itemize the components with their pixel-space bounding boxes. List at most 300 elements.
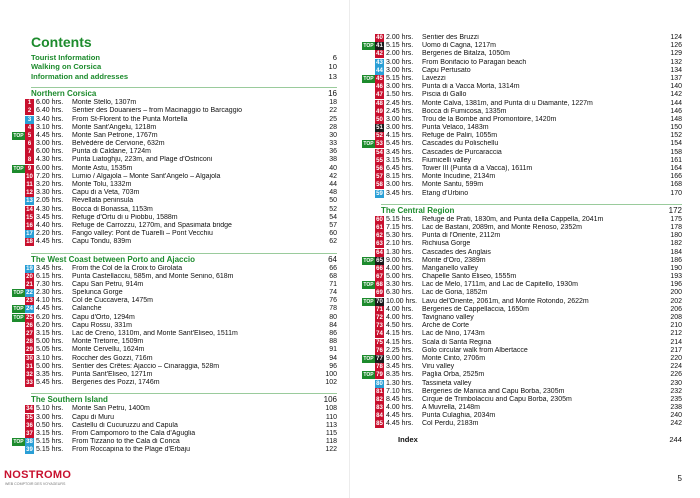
walk-row[interactable] bbox=[12, 289, 337, 297]
walk-duration: 9.00 hrs. bbox=[386, 256, 414, 264]
walk-number-badge: 73 bbox=[376, 323, 383, 330]
top-badge: TOP bbox=[13, 439, 24, 446]
walk-duration: 6.00 hrs. bbox=[36, 148, 64, 156]
walk-title: Capu di a Veta, 703m bbox=[72, 189, 140, 197]
walk-number-badge: 84 bbox=[376, 413, 383, 420]
walk-duration: 2.00 hrs. bbox=[386, 34, 414, 41]
walk-row[interactable] bbox=[12, 230, 337, 238]
walk-row[interactable] bbox=[12, 99, 337, 107]
walk-title: Monte Cervellu, 1624m bbox=[72, 346, 145, 354]
walk-page: 214 bbox=[670, 338, 682, 346]
walk-page: 212 bbox=[670, 330, 682, 338]
walk-row[interactable] bbox=[12, 140, 337, 148]
walk-page: 161 bbox=[670, 156, 682, 164]
walk-page: 148 bbox=[670, 115, 682, 123]
walk-row[interactable] bbox=[362, 108, 682, 116]
walk-row[interactable] bbox=[362, 190, 682, 198]
walk-row[interactable] bbox=[362, 257, 682, 265]
walk-number-badge: 81 bbox=[376, 388, 383, 395]
walk-row[interactable] bbox=[12, 107, 337, 115]
walk-number-badge: 31 bbox=[26, 363, 33, 370]
walk-title: Punta Liatoghju, 223m, and Plage d'Ostriconi bbox=[72, 156, 213, 164]
walk-page: 28 bbox=[329, 123, 337, 131]
walk-title: Lavu del'Oriente, 2061m, and Monte Rotondo, 2622m bbox=[422, 297, 589, 305]
walk-row[interactable] bbox=[362, 420, 682, 428]
walk-duration: 4.30 hrs. bbox=[36, 205, 64, 213]
walk-row[interactable] bbox=[362, 116, 682, 124]
walk-title: From St-Florent to the Punta Mortella bbox=[72, 115, 188, 123]
walk-title: Bocca di Fumicosa, 1335m bbox=[422, 107, 507, 115]
walk-number-badge: 18 bbox=[26, 239, 33, 246]
walk-number-badge: 43 bbox=[376, 59, 383, 66]
walk-page: 152 bbox=[670, 132, 682, 140]
walk-row[interactable] bbox=[12, 173, 337, 181]
walk-title: Refuge d'Ortu di u Piobbu, 1588m bbox=[72, 213, 178, 221]
walk-page: 182 bbox=[670, 240, 682, 248]
walk-page: 126 bbox=[670, 42, 682, 50]
walk-row[interactable] bbox=[12, 148, 337, 156]
walk-row[interactable] bbox=[362, 265, 682, 273]
walk-duration: 6.30 hrs. bbox=[386, 289, 414, 297]
walk-row[interactable] bbox=[12, 297, 337, 305]
walk-row[interactable] bbox=[362, 404, 682, 412]
walk-duration: 4.10 hrs. bbox=[36, 297, 64, 305]
walk-row[interactable] bbox=[362, 100, 682, 108]
walk-row[interactable] bbox=[12, 338, 337, 346]
walk-page: 22 bbox=[329, 107, 337, 115]
walk-row[interactable] bbox=[12, 281, 337, 289]
walk-number-badge: 13 bbox=[26, 198, 33, 205]
walk-title: Paglia Orba, 2525m bbox=[422, 371, 485, 379]
walk-page: 115 bbox=[325, 429, 337, 437]
walk-row[interactable] bbox=[362, 281, 682, 289]
walk-number-badge: 29 bbox=[26, 347, 33, 354]
walk-duration: 3.15 hrs. bbox=[36, 330, 64, 338]
walk-duration: 4.45 hrs. bbox=[36, 305, 64, 313]
walk-row[interactable] bbox=[362, 380, 682, 388]
intro-entry[interactable] bbox=[31, 53, 337, 62]
walk-row[interactable] bbox=[362, 306, 682, 314]
walk-row[interactable] bbox=[12, 405, 337, 413]
walk-title: From Campomoro to the Cala d'Aguglia bbox=[72, 429, 196, 437]
walk-duration: 3.00 hrs. bbox=[386, 124, 414, 132]
walk-page: 196 bbox=[670, 281, 682, 289]
walk-duration: 5.45 hrs. bbox=[36, 379, 64, 387]
walk-row[interactable] bbox=[362, 216, 682, 224]
walk-row[interactable] bbox=[12, 132, 337, 140]
walk-row[interactable] bbox=[362, 157, 682, 165]
walk-page: 154 bbox=[670, 140, 682, 148]
walk-page: 206 bbox=[670, 305, 682, 313]
walk-title: Lac de Creno, 1310m, and Monte Sant'Eliseo, 1511m bbox=[72, 330, 238, 338]
walk-duration: 7.20 hrs. bbox=[36, 172, 64, 180]
walk-page: 200 bbox=[670, 289, 682, 297]
walk-title: Trou de la Bombe and Promontoire, 1420m bbox=[422, 115, 557, 123]
walk-page: 102 bbox=[325, 379, 337, 387]
walk-title: Monte Incudine, 2134m bbox=[422, 173, 496, 181]
walk-title: Belvédère de Cervione, 632m bbox=[72, 140, 165, 148]
walk-duration: 0.50 hrs. bbox=[36, 421, 64, 429]
walk-page: 164 bbox=[670, 165, 682, 172]
index-label: Index bbox=[398, 434, 418, 444]
walk-duration: 6.20 hrs. bbox=[36, 313, 64, 321]
walk-row[interactable] bbox=[362, 298, 682, 306]
intro-entry[interactable] bbox=[31, 62, 337, 71]
walk-number-badge: 28 bbox=[26, 339, 33, 346]
section-title: The Southern Island bbox=[31, 395, 108, 405]
walk-page: 175 bbox=[670, 215, 682, 223]
walk-page: 44 bbox=[329, 181, 337, 189]
walk-duration: 4.50 hrs. bbox=[386, 322, 414, 330]
walk-row[interactable] bbox=[362, 173, 682, 181]
walk-number-badge: 53 bbox=[376, 141, 383, 148]
walk-row[interactable] bbox=[362, 396, 682, 404]
walk-page: 146 bbox=[670, 107, 682, 115]
walk-duration: 3.20 hrs. bbox=[36, 181, 64, 189]
walk-duration: 5.15 hrs. bbox=[36, 438, 64, 446]
intro-label: Tourist Information bbox=[31, 53, 101, 62]
walk-title: Monte San Petru, 1400m bbox=[72, 405, 150, 413]
walk-page: 186 bbox=[670, 256, 682, 264]
walk-page: 88 bbox=[329, 338, 337, 346]
walk-title: Sentier des Douaniers – from Macinaggio to Barcaggio bbox=[72, 107, 243, 115]
index-entry[interactable] bbox=[386, 435, 682, 445]
walk-page: 38 bbox=[329, 156, 337, 164]
walk-duration: 3.00 hrs. bbox=[386, 115, 414, 123]
walk-row[interactable] bbox=[12, 422, 337, 430]
walk-number-badge: 60 bbox=[376, 216, 383, 223]
walk-duration: 1.30 hrs. bbox=[386, 248, 414, 256]
walk-row[interactable] bbox=[362, 314, 682, 322]
walk-page: 232 bbox=[670, 387, 682, 395]
walk-row[interactable] bbox=[12, 446, 337, 454]
walk-number-badge: 42 bbox=[376, 51, 383, 58]
walk-row[interactable] bbox=[12, 189, 337, 197]
walk-title: Richiusa Gorge bbox=[422, 240, 471, 248]
right-sections bbox=[362, 204, 682, 429]
walk-page: 134 bbox=[670, 66, 682, 74]
top-badge: TOP bbox=[363, 282, 374, 289]
walk-number-badge: 66 bbox=[376, 265, 383, 272]
walk-row[interactable] bbox=[362, 59, 682, 67]
walk-row[interactable] bbox=[362, 240, 682, 248]
walk-page: 137 bbox=[670, 74, 682, 82]
intro-label: Information and addresses bbox=[31, 71, 129, 81]
walk-duration: 1.50 hrs. bbox=[386, 91, 414, 99]
walk-title: Fango valley: Pont de Tuarelli – Pont Vecchiu bbox=[72, 230, 213, 238]
walk-title: Lac de Bastani, 2089m, and Monte Renoso, 2352m bbox=[422, 223, 582, 231]
walk-page: 202 bbox=[670, 297, 682, 305]
walk-page: 76 bbox=[329, 297, 337, 305]
walk-duration: 2.10 hrs. bbox=[386, 240, 414, 248]
walk-row[interactable] bbox=[12, 371, 337, 379]
walk-page: 52 bbox=[329, 205, 337, 213]
walk-row[interactable] bbox=[12, 197, 337, 205]
walk-duration: 8.35 hrs. bbox=[386, 371, 414, 379]
walk-row[interactable] bbox=[12, 355, 337, 363]
walk-duration: 4.40 hrs. bbox=[36, 221, 64, 229]
walk-row[interactable] bbox=[12, 238, 337, 246]
walk-number-badge: 59 bbox=[376, 190, 383, 197]
walk-title: Lac de Goria, 1852m bbox=[422, 289, 488, 297]
walk-row[interactable] bbox=[362, 181, 682, 189]
walk-row[interactable] bbox=[12, 265, 337, 273]
walk-row[interactable] bbox=[12, 430, 337, 438]
intro-page: 13 bbox=[328, 71, 337, 81]
section-header[interactable] bbox=[31, 393, 337, 405]
walk-duration: 6.00 hrs. bbox=[36, 99, 64, 107]
walk-duration: 6.45 hrs. bbox=[386, 165, 414, 172]
walk-number-badge: 12 bbox=[26, 190, 33, 197]
walk-title: Capu Tondu, 839m bbox=[72, 238, 132, 246]
walk-page: 168 bbox=[670, 181, 682, 189]
walk-row[interactable] bbox=[12, 124, 337, 132]
walk-row[interactable] bbox=[362, 67, 682, 75]
walk-row[interactable] bbox=[362, 339, 682, 347]
walk-title: Manganello valley bbox=[422, 264, 479, 272]
walk-page: 54 bbox=[329, 213, 337, 221]
walk-row[interactable] bbox=[362, 83, 682, 91]
section-header[interactable] bbox=[31, 87, 337, 99]
left-sections bbox=[12, 87, 337, 454]
walk-page: 132 bbox=[670, 58, 682, 66]
walk-page: 124 bbox=[670, 34, 682, 41]
walk-duration: 2.00 hrs. bbox=[386, 50, 414, 58]
walk-title: Monte Stello, 1307m bbox=[72, 99, 137, 107]
walk-page: 224 bbox=[670, 363, 682, 371]
walk-number-badge: 48 bbox=[376, 100, 383, 107]
walk-page: 122 bbox=[325, 446, 337, 454]
intro-entry[interactable] bbox=[31, 72, 337, 81]
walk-duration: 3.30 hrs. bbox=[36, 189, 64, 197]
walk-title: Monte San Petrone, 1767m bbox=[72, 131, 158, 139]
section-page: 172 bbox=[668, 205, 682, 215]
walk-title: Lac de Nino, 1743m bbox=[422, 330, 485, 338]
page-number: 5 bbox=[677, 474, 682, 483]
walk-page: 178 bbox=[670, 223, 682, 231]
walk-number-badge: 72 bbox=[376, 315, 383, 321]
walk-duration: 3.35 hrs. bbox=[36, 370, 64, 378]
top-badge: TOP bbox=[363, 298, 374, 305]
walk-number-badge: 11 bbox=[26, 182, 33, 189]
walk-number-badge: 7 bbox=[25, 148, 34, 156]
walk-title: Chapelle Santo Eliseo, 1555m bbox=[422, 273, 517, 281]
walk-page: 180 bbox=[670, 232, 682, 240]
top-badge: TOP bbox=[363, 43, 374, 50]
walk-row[interactable] bbox=[362, 91, 682, 99]
walk-row[interactable] bbox=[362, 289, 682, 297]
walk-page: 140 bbox=[670, 83, 682, 91]
intro-page: 6 bbox=[332, 53, 337, 62]
walk-page: 217 bbox=[670, 346, 682, 354]
walk-title: A Muvrella, 2148m bbox=[422, 404, 480, 412]
walk-row[interactable] bbox=[12, 116, 337, 124]
walk-row[interactable] bbox=[362, 50, 682, 58]
walk-number-badge: 75 bbox=[376, 339, 383, 346]
walk-title: Punta Sant'Eliseo, 1271m bbox=[72, 370, 153, 378]
walk-number-badge: 61 bbox=[376, 224, 383, 231]
walk-title: Bergeries de Bitalza, 1050m bbox=[422, 50, 510, 58]
walk-title: From Tizzano to the Cala di Conca bbox=[72, 438, 180, 446]
walk-duration: 4.45 hrs. bbox=[36, 131, 64, 139]
walk-title: Viru valley bbox=[422, 363, 455, 371]
walk-row[interactable] bbox=[12, 273, 337, 281]
walk-title: Sentier des Crêtes: Ajaccio – Cinaraggia, 528m bbox=[72, 362, 220, 370]
section-header[interactable] bbox=[31, 253, 337, 265]
walk-page: 86 bbox=[329, 330, 337, 338]
walk-duration: 4.45 hrs. bbox=[386, 412, 414, 420]
walk-row[interactable] bbox=[362, 330, 682, 338]
walk-title: Punta Culaghia, 2034m bbox=[422, 412, 496, 420]
walk-row[interactable] bbox=[362, 355, 682, 363]
walk-row[interactable] bbox=[12, 214, 337, 222]
walk-row[interactable] bbox=[362, 347, 682, 355]
walk-page: 48 bbox=[329, 189, 337, 197]
walk-number-badge: 44 bbox=[376, 67, 383, 74]
walk-page: 150 bbox=[670, 124, 682, 132]
walk-number-badge: 52 bbox=[376, 133, 383, 140]
walk-title: Monte d'Oro, 2389m bbox=[422, 256, 486, 264]
walk-page: 108 bbox=[325, 405, 337, 413]
nostromo-logo bbox=[4, 469, 78, 493]
walk-duration: 5.15 hrs. bbox=[36, 446, 64, 454]
walk-row[interactable] bbox=[362, 42, 682, 50]
walk-duration: 2.30 hrs. bbox=[36, 289, 64, 297]
walk-number-badge: 40 bbox=[376, 35, 383, 41]
walk-row[interactable] bbox=[12, 379, 337, 387]
walk-number-badge: 74 bbox=[376, 331, 383, 338]
walk-title: Bocca di Bonassa, 1153m bbox=[72, 205, 153, 213]
walk-title: Refuge de Paliri, 1055m bbox=[422, 132, 498, 140]
walk-number-badge: 22 bbox=[26, 290, 33, 297]
walk-page: 158 bbox=[670, 148, 682, 156]
walk-duration: 5.15 hrs. bbox=[386, 42, 414, 50]
walk-row[interactable] bbox=[12, 346, 337, 354]
walk-row[interactable] bbox=[362, 371, 682, 379]
walk-number-badge: 47 bbox=[376, 92, 383, 99]
walk-duration: 3.30 hrs. bbox=[386, 281, 414, 289]
walk-duration: 7.15 hrs. bbox=[386, 223, 414, 231]
walk-page: 193 bbox=[670, 273, 682, 281]
walk-duration: 2.20 hrs. bbox=[36, 230, 64, 238]
walk-row[interactable] bbox=[362, 232, 682, 240]
walk-number-badge: 8 bbox=[25, 156, 34, 164]
walk-row[interactable] bbox=[362, 149, 682, 157]
walk-row[interactable] bbox=[362, 273, 682, 281]
walk-title: Uomo di Cagna, 1217m bbox=[422, 42, 496, 50]
intro-list bbox=[12, 53, 337, 81]
walk-row[interactable] bbox=[12, 363, 337, 371]
walk-title: Scala di Santa Regina bbox=[422, 338, 492, 346]
walk-row[interactable] bbox=[362, 165, 682, 173]
walk-duration: 9.00 hrs. bbox=[386, 354, 414, 362]
walk-row[interactable] bbox=[362, 388, 682, 396]
walk-row[interactable] bbox=[12, 438, 337, 446]
walk-row[interactable] bbox=[12, 206, 337, 214]
walk-row[interactable] bbox=[362, 124, 682, 132]
walk-duration: 2.25 hrs. bbox=[386, 346, 414, 354]
walk-row[interactable] bbox=[362, 249, 682, 257]
walk-row[interactable] bbox=[362, 132, 682, 140]
walk-title: Capu San Petru, 914m bbox=[72, 280, 144, 288]
walk-page: 78 bbox=[329, 305, 337, 313]
walk-number-badge: 6 bbox=[25, 140, 34, 148]
walk-row[interactable] bbox=[362, 140, 682, 148]
walk-page: 208 bbox=[670, 314, 682, 321]
walk-page: 240 bbox=[670, 412, 682, 420]
top-badge: TOP bbox=[13, 314, 24, 321]
walk-title: Cascades du Polischellu bbox=[422, 140, 499, 148]
walk-row[interactable] bbox=[12, 156, 337, 164]
walk-number-badge: 37 bbox=[26, 430, 33, 437]
walk-title: Tower III (Punta di a Vacca), 1611m bbox=[422, 165, 533, 172]
walk-title: Fiumicelli valley bbox=[422, 156, 472, 164]
walk-title: Roccher des Gozzi, 716m bbox=[72, 354, 153, 362]
walk-row[interactable] bbox=[362, 75, 682, 83]
walk-number-badge: 16 bbox=[26, 222, 33, 229]
walk-title: Calanche bbox=[72, 305, 102, 313]
walk-duration: 4.45 hrs. bbox=[36, 238, 64, 246]
walk-row[interactable] bbox=[12, 305, 337, 313]
walk-number-badge: 24 bbox=[26, 306, 33, 313]
walk-duration: 4.15 hrs. bbox=[386, 338, 414, 346]
walk-title: From Bonifacio to Paragan beach bbox=[422, 58, 527, 66]
walk-row[interactable] bbox=[362, 322, 682, 330]
walk-row[interactable] bbox=[12, 322, 337, 330]
walk-title: Lavezzi bbox=[422, 74, 446, 82]
walk-number-badge: 49 bbox=[376, 108, 383, 115]
walk-number-badge: 14 bbox=[26, 206, 33, 213]
section-header[interactable] bbox=[381, 204, 682, 216]
walk-row[interactable] bbox=[12, 314, 337, 322]
walk-title: Revellata peninsula bbox=[72, 197, 134, 205]
walk-duration: 3.15 hrs. bbox=[36, 429, 64, 437]
walk-row[interactable] bbox=[12, 165, 337, 173]
top-badge: TOP bbox=[13, 306, 24, 313]
walk-title: Capu Rossu, 331m bbox=[72, 321, 132, 329]
walk-title: Cascades des Anglais bbox=[422, 248, 491, 256]
walk-number-badge: 64 bbox=[376, 249, 383, 256]
walk-row[interactable] bbox=[362, 412, 682, 420]
walk-row[interactable] bbox=[12, 414, 337, 422]
walk-duration: 3.45 hrs. bbox=[386, 363, 414, 371]
walk-number-badge: 15 bbox=[26, 214, 33, 221]
walk-number-badge: 50 bbox=[376, 116, 383, 123]
walk-duration: 10.00 hrs. bbox=[386, 297, 418, 305]
walk-row[interactable] bbox=[12, 222, 337, 230]
walk-number-badge: 17 bbox=[26, 231, 33, 238]
section-title: The Central Region bbox=[381, 205, 455, 215]
walk-row[interactable] bbox=[362, 224, 682, 232]
walk-page: 30 bbox=[329, 131, 337, 139]
walk-duration: 2.45 hrs. bbox=[386, 99, 414, 107]
top-badge: TOP bbox=[363, 257, 374, 264]
walk-title: Capu Pertusato bbox=[422, 66, 471, 74]
walk-row[interactable] bbox=[12, 330, 337, 338]
walk-number-badge: 54 bbox=[376, 149, 383, 156]
walk-row[interactable] bbox=[362, 363, 682, 371]
walk-row[interactable] bbox=[12, 181, 337, 189]
walk-number-badge: 56 bbox=[376, 166, 383, 172]
walk-duration: 6.00 hrs. bbox=[36, 164, 64, 172]
walk-number-badge: 46 bbox=[376, 84, 383, 91]
walk-page: 238 bbox=[670, 404, 682, 412]
walk-title: Castellu di Cucuruzzu and Capula bbox=[72, 421, 178, 429]
walk-row[interactable] bbox=[362, 34, 682, 42]
walk-number-badge: 20 bbox=[26, 273, 33, 280]
walk-page: 242 bbox=[670, 420, 682, 428]
walk-title: Refuge de Carrozzu, 1270m, and Spasimata bridge bbox=[72, 221, 232, 229]
